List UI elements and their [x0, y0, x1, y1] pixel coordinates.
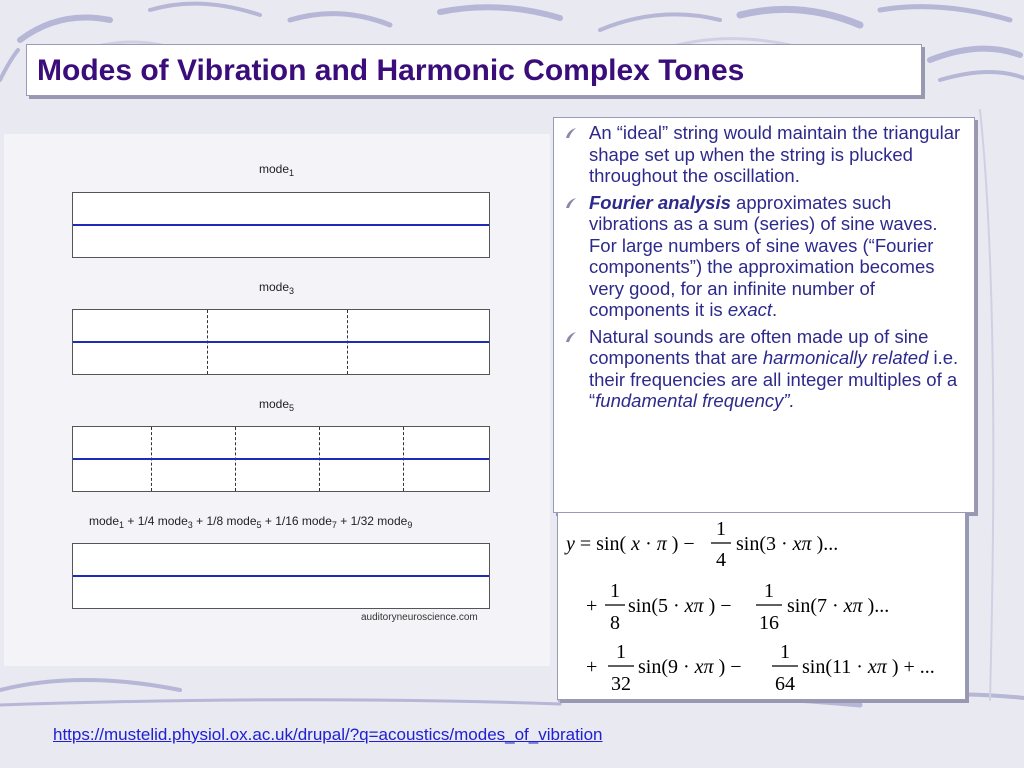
- bullet-1-text: An “ideal” string would maintain the triangular shape set up when the string is plucked throughout the oscillation.: [589, 122, 961, 186]
- formula-text: = sin(: [579, 533, 627, 555]
- title-box: [26, 44, 922, 96]
- mode-3-label-sub: 3: [289, 286, 295, 296]
- string-line: [73, 341, 489, 343]
- formula-text: ) −: [708, 595, 732, 617]
- bullet-item: [554, 326, 974, 412]
- bullet-item: [554, 192, 974, 321]
- mode-1-label: [259, 162, 294, 178]
- mode-sum-label: [89, 514, 412, 530]
- formula-line-3-tail: [802, 656, 935, 678]
- slide-title: Modes of Vibration and Harmonic Complex Tones: [37, 54, 745, 87]
- mode-5-string: [72, 426, 490, 492]
- formula-text: sin(3 ·: [736, 533, 793, 555]
- var-x-pi: xπ: [867, 656, 887, 678]
- mode-1-label-text: mode: [259, 162, 290, 176]
- fundamental-frequency-term: fundamental frequency”.: [595, 390, 795, 411]
- fraction-numerator: 1: [616, 641, 626, 663]
- fourier-series-formula: [558, 513, 965, 699]
- plus-sign: +: [586, 656, 598, 678]
- formula-text: ) + ...: [891, 656, 935, 678]
- mode-5-label-text: mode: [259, 397, 290, 411]
- sum-part-text: + 1/32 mode: [336, 514, 408, 528]
- mode-3-string: [72, 309, 490, 375]
- mode-1-string: [72, 192, 490, 258]
- sum-part-sub: 3: [187, 520, 193, 530]
- var-pi: π: [656, 533, 667, 555]
- formula-text: )...: [816, 533, 839, 555]
- mode-3-label: [259, 280, 294, 296]
- harmonically-related-term: harmonically related: [762, 347, 929, 368]
- sum-part-sub: 7: [331, 520, 337, 530]
- var-x: x: [631, 533, 641, 555]
- var-x-pi: xπ: [792, 533, 812, 555]
- fraction-numerator: 1: [780, 641, 790, 663]
- bullet-3-text: Natural sounds are often made up of sine components that are: [589, 325, 929, 368]
- formula-text: sin(5 ·: [628, 595, 685, 617]
- var-y: y: [566, 533, 575, 555]
- sum-part-text: + 1/8 mode: [192, 514, 257, 528]
- formula-line-1: [564, 533, 695, 555]
- exact-term: exact: [727, 299, 773, 320]
- string-line: [73, 575, 489, 577]
- swoosh-bullet-icon: [565, 127, 577, 139]
- formula-text: ) −: [671, 533, 695, 555]
- mode-3-label-text: mode: [259, 280, 290, 294]
- sum-part-text: + 1/4 mode: [124, 514, 188, 528]
- formula-text: ) −: [718, 656, 742, 678]
- fraction-numerator: 1: [764, 580, 774, 602]
- sum-part-sub: 5: [256, 520, 262, 530]
- fourier-analysis-term: Fourier analysis: [589, 191, 731, 213]
- formula-line-3: [638, 656, 742, 678]
- mode-1-label-sub: 1: [289, 168, 295, 178]
- fraction-denominator: 32: [611, 673, 631, 695]
- bullet-2-text: approximates such vibrations as a sum (series) of sine waves. For large numbers of sine waves (“Fourier components”) the approximation becomes very good, for an infinite number of components it is: [589, 191, 938, 320]
- bullet-list: [554, 122, 974, 412]
- formula-text: ·: [645, 533, 657, 555]
- var-x-pi: xπ: [843, 595, 863, 617]
- figure-credit: auditoryneuroscience.com: [361, 612, 478, 623]
- formula-text: sin(11 ·: [802, 656, 868, 678]
- formula-box: [557, 512, 966, 700]
- var-x-pi: xπ: [694, 656, 714, 678]
- swoosh-bullet-icon: [565, 197, 577, 209]
- formula-text: )...: [867, 595, 890, 617]
- sum-part-sub: 9: [407, 520, 413, 530]
- plus-sign: +: [586, 595, 598, 617]
- formula-text: sin(9 ·: [638, 656, 695, 678]
- string-line: [73, 458, 489, 460]
- var-x-pi: xπ: [684, 595, 704, 617]
- mode-5-label: [259, 397, 294, 413]
- sum-part-text: + 1/16 mode: [261, 514, 332, 528]
- formula-line-1-tail: [736, 533, 838, 555]
- fraction-denominator: 8: [610, 612, 620, 634]
- source-link[interactable]: https://mustelid.physiol.ox.ac.uk/drupal/?q=acoustics/modes_of_vibration: [53, 725, 603, 744]
- formula-line-2-tail: [787, 595, 889, 617]
- formula-line-2: [628, 595, 732, 617]
- bullet-2-period: .: [772, 299, 778, 320]
- string-line: [73, 224, 489, 226]
- swoosh-bullet-icon: [565, 331, 577, 343]
- fraction-denominator: 4: [716, 549, 726, 571]
- bullet-3-text-2: i.e. their frequencies are all integer multiples of a “: [589, 347, 959, 411]
- sum-part-sub: 1: [119, 520, 125, 530]
- bullet-item: [554, 122, 974, 187]
- formula-text: sin(7 ·: [787, 595, 844, 617]
- fraction-numerator: 1: [716, 518, 726, 540]
- fraction-numerator: 1: [610, 580, 620, 602]
- fraction-denominator: 16: [759, 612, 779, 634]
- sum-part-text: mode: [89, 514, 120, 528]
- mode-5-label-sub: 5: [289, 403, 295, 413]
- bullet-box: [553, 117, 975, 513]
- mode-sum-string: [72, 543, 490, 609]
- fraction-denominator: 64: [775, 673, 795, 695]
